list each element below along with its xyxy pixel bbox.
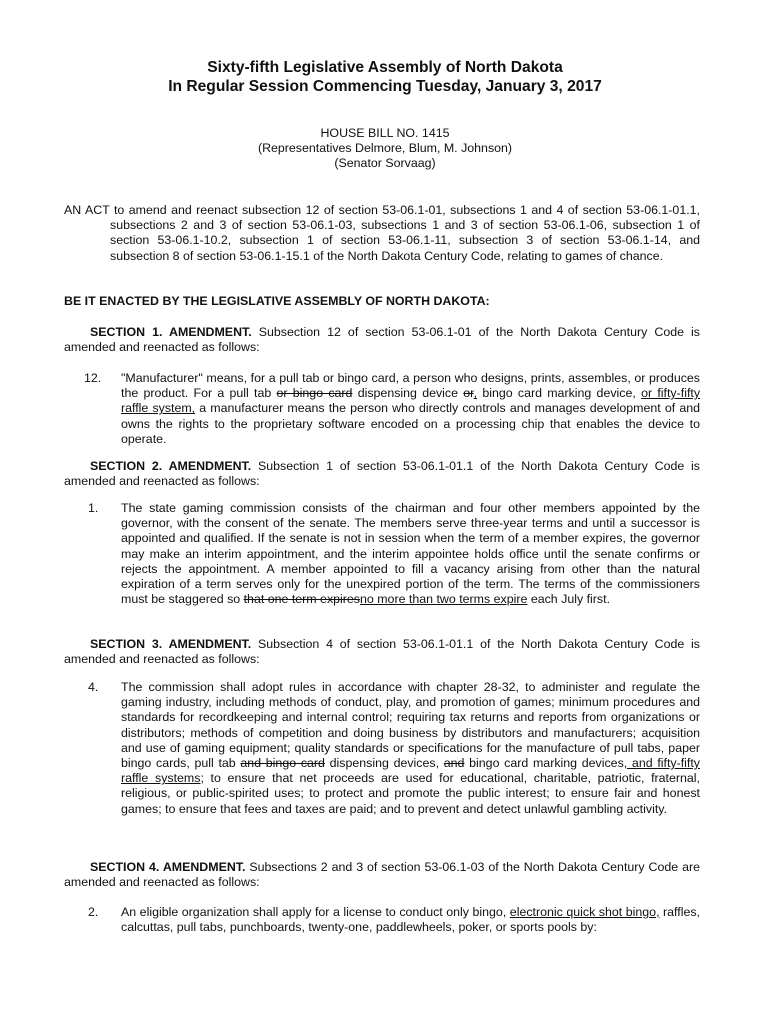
section-2-subsection <box>64 501 700 607</box>
title-line-2: In Regular Session Commencing Tuesday, January 3, 2017 <box>168 78 602 95</box>
section-4-intro-text: Subsections 2 and 3 of section 53-06.1-03 of the North Dakota Century Code are amended and reenacted as follows: <box>64 860 700 890</box>
subsection-number: 4. <box>88 680 99 694</box>
text-run: dispensing devices, <box>324 756 444 771</box>
text-run: bingo card marking devices <box>464 756 624 771</box>
section-4-heading: SECTION 4. AMENDMENT. <box>90 860 246 874</box>
subsection-number: 1. <box>88 501 99 515</box>
section-2-heading: SECTION 2. AMENDMENT. <box>90 459 252 473</box>
text-run: bingo card marking device, <box>477 386 642 401</box>
subsection-text <box>121 905 700 935</box>
sponsors-representatives: (Representatives Delmore, Blum, M. Johnson) <box>257 141 513 156</box>
document-title <box>0 58 770 96</box>
inserted-text: no more than two terms expire <box>360 592 528 607</box>
struck-text: and <box>443 756 465 771</box>
struck-text: or bingo card <box>276 386 353 401</box>
section-1-intro-text: Subsection 12 of section 53-06.1-01 of the North Dakota Century Code is amended and reenacted as follows: <box>64 325 701 355</box>
act-text: AN ACT to amend and reenact subsection 12 of section 53-06.1-01, subsections 1 and 4 of section 53-06.1-01.1, subsections 2 and 3 of section 53-06.1-03, subsections 1 and 3 of section 53-06.1-06, subsection 1 of section 53-06.1-10.2, subsection 1 of section 53-06.1-11, subsection 3 of section 53-06.1-14, and subsection 8 of section 53-06.1-15.1 of the North Dakota Century Code, relating to games of chance. <box>64 203 700 263</box>
inserted-text: , and fifty-fifty raffle systems <box>121 756 700 786</box>
section-1-heading: SECTION 1. AMENDMENT. <box>90 325 252 339</box>
enacting-clause: BE IT ENACTED BY THE LEGISLATIVE ASSEMBLY OF NORTH DAKOTA: <box>64 294 490 308</box>
subsection-number: 2. <box>88 905 99 919</box>
section-4-subsection <box>64 905 700 935</box>
text-run: dispensing device <box>352 386 464 401</box>
section-3-subsection <box>64 680 700 817</box>
subsection-text <box>121 501 700 607</box>
subsection-text <box>121 371 700 447</box>
text-run: a manufacturer means the person who directly controls and manages development of and owns the rights to the proprietary software encoded on a processing chip that enables the device to operate. <box>121 401 700 446</box>
text-run: raffles, calcuttas, pull tabs, punchboards, twenty-one, paddlewheels, poker, or sports pools by: <box>121 905 701 935</box>
struck-text: or <box>463 386 474 401</box>
section-2-intro-text: Subsection 1 of section 53-06.1-01.1 of the North Dakota Century Code is amended and reenacted as follows: <box>64 459 701 489</box>
inserted-text: or fifty-fifty raffle system, <box>121 386 701 416</box>
subsection-number: 12. <box>84 371 102 385</box>
text-run: "Manufacturer" means, for a pull tab or bingo card, a person who designs, prints, assembles, or produces the product. For a pull tab <box>121 371 700 401</box>
inserted-text: electronic quick shot bingo, <box>509 905 660 919</box>
section-3-heading: SECTION 3. AMENDMENT. <box>90 637 252 651</box>
text-run: An eligible organization shall apply for a license to conduct only bingo, <box>121 905 510 919</box>
section-1-intro <box>64 325 700 355</box>
struck-text: that one term expires <box>243 592 361 607</box>
section-1-subsection <box>64 371 700 447</box>
text-run: ; to ensure that net proceeds are used for educational, charitable, patriotic, fraternal, religious, or public-spirited uses; to protect and promote the public interest; to ensure fair and honest games; to ensure that fees and taxes are paid; and to prevent and detect unlawful gambling activity. <box>121 771 700 816</box>
bill-number: HOUSE BILL NO. 1415 <box>320 126 450 140</box>
section-4-intro <box>64 860 700 890</box>
section-3-intro-text: Subsection 4 of section 53-06.1-01.1 of the North Dakota Century Code is amended and reenacted as follows: <box>64 637 701 667</box>
subsection-text <box>121 680 700 817</box>
text-run: each July first. <box>527 592 611 607</box>
section-2-intro <box>64 459 700 489</box>
act-clause <box>64 203 700 264</box>
struck-text: and bingo card <box>240 756 325 771</box>
text-run: The commission shall adopt rules in accordance with chapter 28-32, to administer and regulate the gaming industry, including methods of conduct, play, and promotion of games; minimum procedures and standards for recordkeeping and internal control; requiring tax returns and reports from organizations or distributors; methods of competition and doing business by distributors and manufacturers; acquisition and use of gaming equipment; quality standards or specifications for the manufacture of pull tabs, paper bingo cards, pull tab <box>121 680 700 771</box>
title-line-1: Sixty-fifth Legislative Assembly of North Dakota <box>207 59 563 76</box>
bill-header <box>0 126 770 172</box>
section-3-intro <box>64 637 700 667</box>
text-run: The state gaming commission consists of the chairman and four other members appointed by the governor, with the consent of the senate. The members serve three-year terms and until a successor is appointed and qualified. If the senate is not in session when the term of a member expires, the governor may make an interim appointment, and the interim appointee holds office until the senate confirms or rejects the appointment. A member appointed to fill a vacancy arising from other than the natural expiration of a term serves only for the unexpired portion of the term. The terms of the commissioners must be staggered so <box>121 501 700 607</box>
inserted-text: , <box>473 386 478 401</box>
sponsors-senator: (Senator Sorvaag) <box>334 156 436 171</box>
